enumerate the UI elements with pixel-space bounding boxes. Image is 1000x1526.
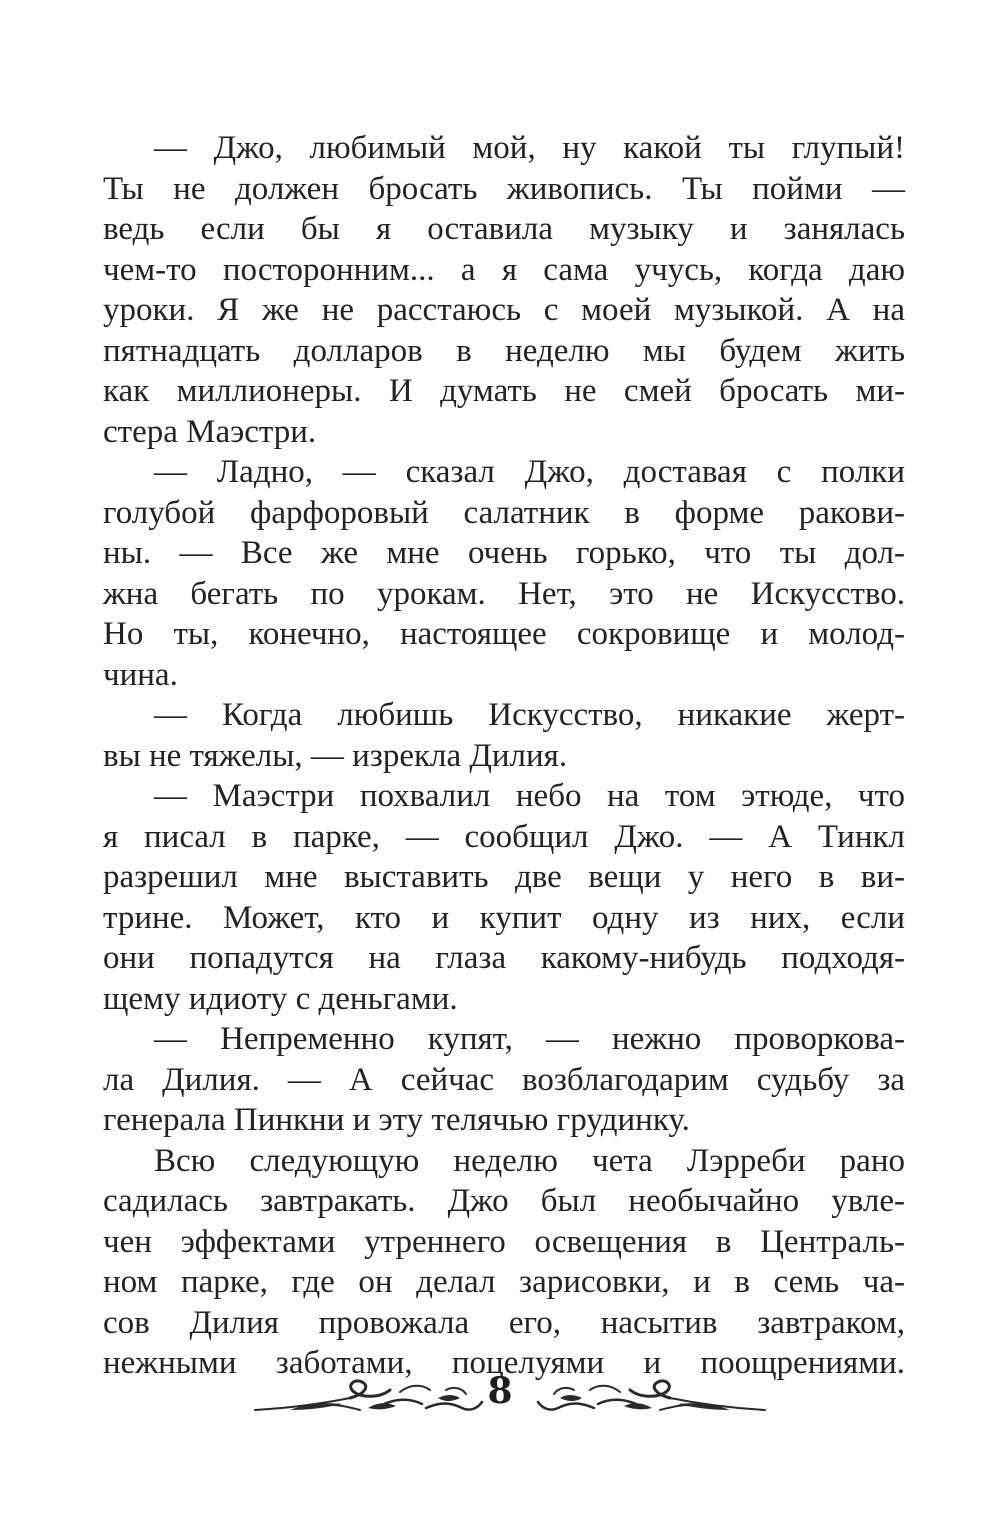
text-line: чем-то посторонним... а я сама учусь, когда даю: [103, 251, 905, 288]
text-line: садилась завтракать. Джо был необычайно увле-: [103, 1183, 905, 1219]
paragraph-6: [103, 1141, 905, 1384]
text-line: жна бегать по урокам. Нет, это не Искусство.: [103, 575, 905, 612]
page-footer: [0, 1368, 1000, 1428]
body-text: [103, 128, 905, 1384]
text-line: — Непременно купят, — нежно проворкова-: [154, 1021, 905, 1057]
paragraph-1: [103, 128, 905, 452]
text-line: я писал в парке, — сообщил Джо. — А Тинкл: [103, 818, 905, 855]
text-line: вы не тяжелы, — изрекла Дилия.: [103, 737, 568, 774]
text-line: уроки. Я же не расстаюсь с моей музыкой. А на: [103, 292, 905, 328]
paragraph-5: [103, 1019, 905, 1141]
text-line: они попадутся на глаза какому-нибудь подходя-: [103, 940, 905, 976]
text-line: — Ладно, — сказал Джо, доставая с полки: [154, 454, 905, 490]
text-line: ла Дилия. — А сейчас возблагодарим судьбу за: [103, 1061, 905, 1098]
text-line: Ты не должен бросать живопись. Ты пойми —: [103, 170, 905, 207]
paragraph-3: [103, 695, 905, 776]
text-line: как миллионеры. И думать не смей бросать ми-: [103, 373, 905, 409]
text-line: пятнадцать долларов в неделю мы будем жить: [103, 332, 905, 369]
text-line: сов Дилия провожала его, насытив завтраком,: [103, 1304, 905, 1341]
text-line: ны. — Все же мне очень горько, что ты дол-: [103, 535, 905, 571]
paragraph-4: [103, 776, 905, 1019]
text-line: Но ты, конечно, настоящее сокровище и молод-: [103, 616, 905, 652]
text-line: голубой фарфоровый салатник в форме ракови-: [103, 494, 905, 531]
flourish-ornament-right-icon: [530, 1368, 770, 1428]
text-line: — Маэстри похвалил небо на том этюде, что: [154, 778, 905, 814]
text-line: стера Маэстри.: [103, 413, 317, 450]
flourish-ornament-left-icon: [250, 1368, 490, 1428]
text-line: чен эффектами утреннего освещения в Централь-: [103, 1223, 905, 1260]
page-number: 8: [487, 1370, 513, 1412]
paragraph-2: [103, 452, 905, 695]
text-line: Всю следующую неделю чета Лэрреби рано: [154, 1142, 905, 1179]
text-line: ном парке, где он делал зарисовки, и в семь ча-: [103, 1264, 905, 1300]
text-line: щему идиоту с деньгами.: [103, 980, 458, 1017]
text-line: — Джо, любимый мой, ну какой ты глупый!: [154, 130, 905, 166]
text-line: разрешил мне выставить две вещи у него в ви-: [103, 859, 905, 895]
text-line: — Когда любишь Искусство, никакие жерт-: [154, 697, 905, 733]
text-line: трине. Может, кто и купит одну из них, если: [103, 899, 905, 936]
text-line: ведь если бы я оставила музыку и занялась: [103, 211, 905, 247]
text-line: чина.: [103, 656, 178, 693]
text-line: нежными заботами, поцелуями и поощрениями.: [103, 1345, 905, 1381]
text-line: генерала Пинкни и эту телячью грудинку.: [103, 1102, 690, 1138]
